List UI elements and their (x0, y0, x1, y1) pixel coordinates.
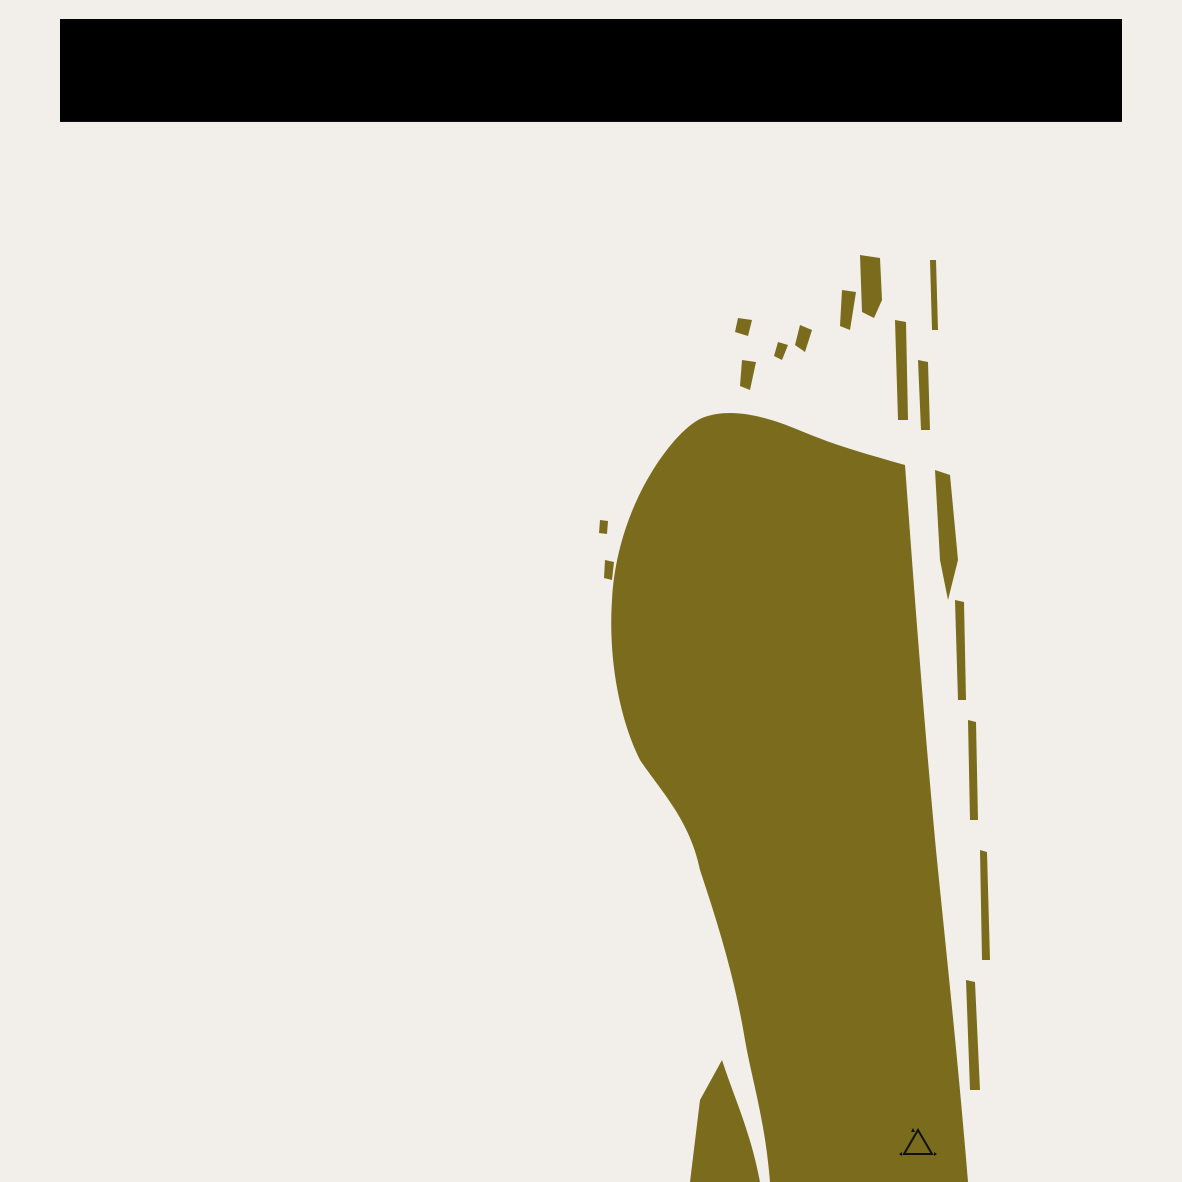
recycling-icon (898, 1126, 938, 1166)
nutrition-table (60, 121, 1122, 122)
nutrition-header (60, 19, 1122, 121)
barcode (950, 1122, 1122, 1168)
ingredients-usage-section (60, 0, 1122, 14)
label-content (0, 0, 1182, 122)
